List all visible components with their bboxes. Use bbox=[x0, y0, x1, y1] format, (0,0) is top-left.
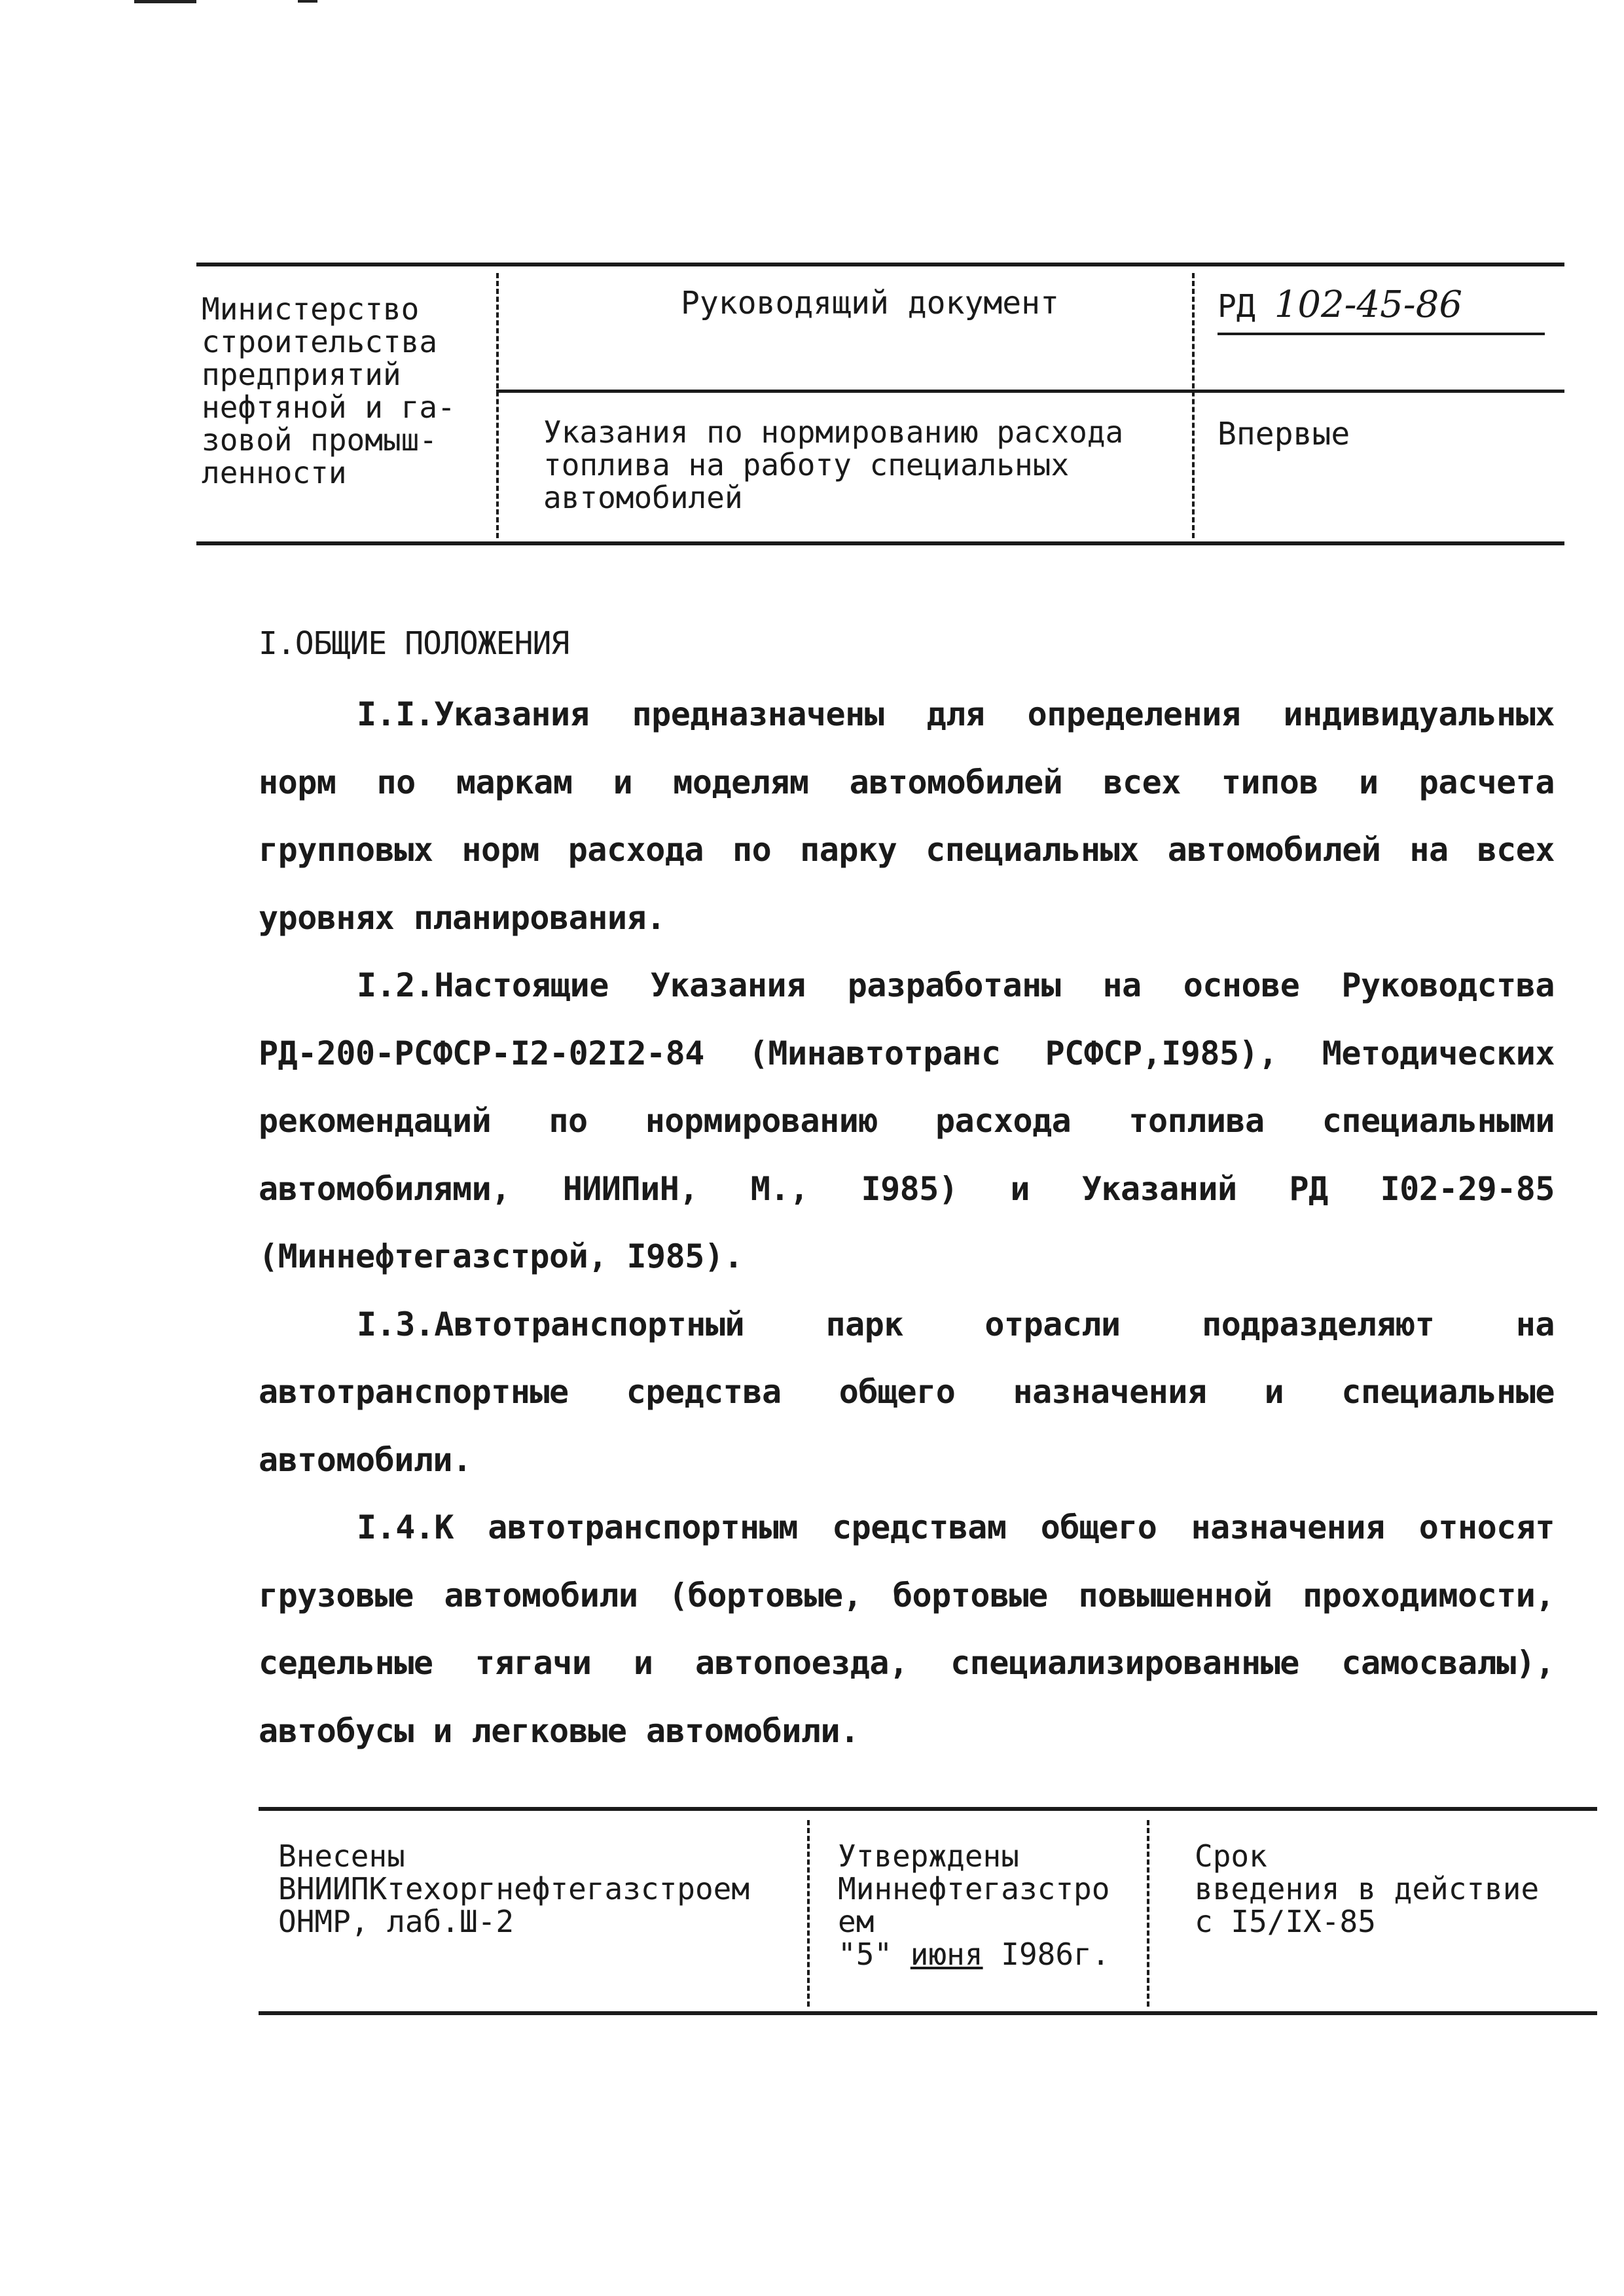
document-header bbox=[196, 259, 1564, 547]
approved-day: "5" bbox=[838, 1937, 893, 1972]
document-number-handwritten: 102-45-86 bbox=[1274, 283, 1462, 326]
document-title: Указания по нормированию расхода топлива на работу специальных автомобилей bbox=[543, 414, 1124, 515]
document-status: Впервые bbox=[1218, 416, 1350, 452]
approved-month: июня bbox=[910, 1937, 983, 1972]
approved-lines: Утверждены Миннефтегазстро ем bbox=[838, 1838, 1110, 1939]
document-footer bbox=[259, 1807, 1597, 2023]
submitted-by: Внесены ВНИИПКтехоргнефтегазстроем ОНМР, лаб.Ш-2 bbox=[278, 1838, 750, 1939]
paragraph: I.2.Настоящие Указания разработаны на основе Руководства РД-200-РСФСР-I2-02I2-84 (Минавтотранс РСФСР,I985), Методических рекомендаций по нормированию расхода топлива специальными автомобилями, НИИПиН, М., I985) и Указаний РД I02-29-85 (Миннефтегазстрой, I985). bbox=[259, 966, 1555, 1275]
document-type: Руководящий документ bbox=[681, 285, 1059, 321]
footer-divider bbox=[807, 1820, 810, 2007]
effective-date: Срок введения в действие с I5/IX-85 bbox=[1195, 1838, 1540, 1939]
footer-bottom-rule bbox=[259, 2011, 1597, 2015]
footer-top-rule bbox=[259, 1807, 1597, 1811]
approved-by bbox=[838, 1840, 1139, 1971]
document-number bbox=[1218, 283, 1545, 335]
document-body bbox=[259, 681, 1555, 1765]
footer-divider bbox=[1147, 1820, 1149, 2007]
header-divider bbox=[496, 273, 499, 538]
approved-year: I986г. bbox=[1001, 1937, 1110, 1972]
paragraph: I.4.К автотранспортным средствам общего назначения относят грузовые автомобили (бортовые, бортовые повышенной проходимости, седельные тягачи и автопоезда, специализированные самосвалы), автобусы и легковые автомобили. bbox=[259, 1508, 1555, 1750]
paragraph: I.3.Автотранспортный парк отрасли подразделяют на автотранспортные средства общего назначения и специальные автомобили. bbox=[259, 1305, 1555, 1479]
header-top-rule bbox=[196, 263, 1564, 266]
section-heading: I.ОБЩИЕ ПОЛОЖЕНИЯ bbox=[259, 625, 569, 662]
scan-mark bbox=[134, 0, 196, 3]
paragraph: I.I.Указания предназначены для определения индивидуальных норм по маркам и моделям автомобилей всех типов и расчета групповых норм расхода по парку специальных автомобилей на всех уровнях планирования. bbox=[259, 695, 1555, 937]
scan-mark bbox=[298, 0, 317, 3]
ministry-name: Министерство строительства предприятий нефтяной и га- зовой промыш- ленности bbox=[202, 291, 456, 490]
header-bottom-rule bbox=[196, 541, 1564, 545]
document-number-prefix: РД bbox=[1218, 288, 1255, 325]
header-middle-rule bbox=[496, 390, 1564, 393]
